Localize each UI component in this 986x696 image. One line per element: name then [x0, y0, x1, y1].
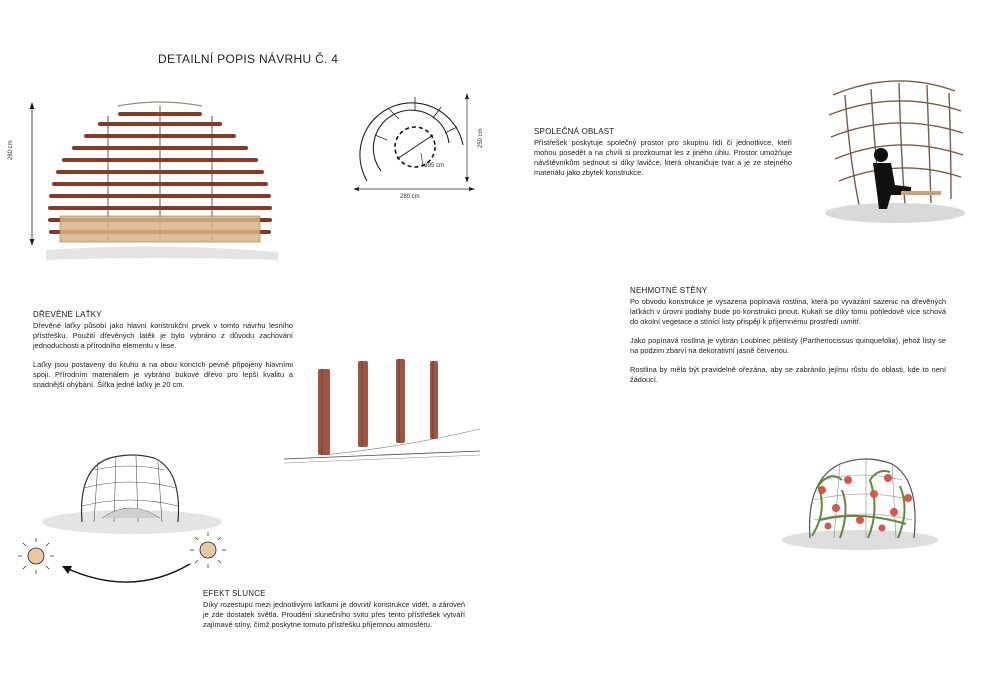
sun-icon: [18, 538, 54, 574]
section-paragraph: Rostlina by měla být pravidelně ořezána, aby se zabránilo jejímu růstu do oblasti, kde to není žádoucí.: [630, 365, 946, 384]
sun-effect-sketch: [12, 448, 234, 588]
section-paragraph: Laťky jsou postaveny do kruhu a na obou koncích pevně připojeny hlavními spoji. Přírodním materiálem je vybráno bukové dřevo pro lepší kvalitu a snadnější ohýbání. Šířka jedné laťky je 20 cm.: [33, 360, 293, 389]
section-heading: EFEKT SLUNCE: [203, 589, 266, 598]
section-drevene-latky: [33, 310, 293, 399]
section-paragraph: Dřevěné laťky působí jako hlavní konstrukční prvek v tomto návrhu lesního přístřešku. Použití dřevěných latěk je bylo vybráno z důvodu zachování jednoduchosti a přírodního elementu v lese.: [33, 321, 293, 350]
climbing-plant-dome-sketch: [770, 450, 950, 560]
height-dimension-label: 280 cm: [8, 140, 14, 160]
plan-diameter-label: ø95 cm: [424, 163, 445, 169]
section-heading: NEHMOTNÉ STĚNY: [630, 286, 708, 295]
sun-icon: [190, 532, 226, 568]
plan-width-label: 280 cm: [400, 194, 420, 200]
section-paragraph: Jako popínavá rostlina je vybrán Loubinec pětilistý (Parthenocissus quinquefolia), jehož listy se na podzim zbarví na dekorativní jasně červenou.: [630, 336, 946, 355]
section-spolecna-oblast: [534, 127, 792, 187]
plan-height-label: 250 cm: [478, 128, 484, 148]
section-paragraph: Po obvodu konstrukce je vysazena popínavá rostlina, která po vyvázání sazenic na dřevěných laťkách v úrovni podlahy bude po konstrukci pnout. Kukaň se díky tomu pohledově více schová do okolní vegetace a stínící listy přispějí k příjemnému prostředí uvnitř.: [630, 297, 946, 326]
seated-figure-sketch: [815, 75, 975, 230]
plan-view-drawing: [345, 85, 485, 205]
section-efekt-slunce: [203, 589, 465, 639]
dome-elevation-drawing: [20, 100, 290, 270]
section-heading: DŘEVĚNÉ LAŤKY: [33, 310, 102, 319]
page-title: DETAILNÍ POPIS NÁVRHU Č. 4: [158, 52, 339, 66]
batten-detail-sketch: [284, 355, 480, 467]
section-heading: SPOLEČNÁ OBLAST: [534, 127, 615, 136]
curved-arrow-icon: [62, 564, 190, 582]
section-paragraph: Přístřešek poskytuje společný prostor pro skupinu lidí či jednotlivce, kteří mohou posedět a na chvíli si prozkoumat les z jiného úhlu. Prostor umožňuje návštěvníkům sednout si díky lavičce, která ohraničuje tvar a je ze stejného materiálu jako zbytek konstrukce.: [534, 138, 792, 177]
section-nehmotne-steny: [630, 286, 946, 394]
section-paragraph: Díky rozestupu mezi jednotlivými laťkami je dovnitř konstrukce vidět, a zároveň je zde dostatek světla. Proudění slunečního svitu přes tento přístřešek vytváří zajímavé stíny, čímž poskytne tomuto přístřešku příjemnou atmosféru.: [203, 600, 465, 629]
